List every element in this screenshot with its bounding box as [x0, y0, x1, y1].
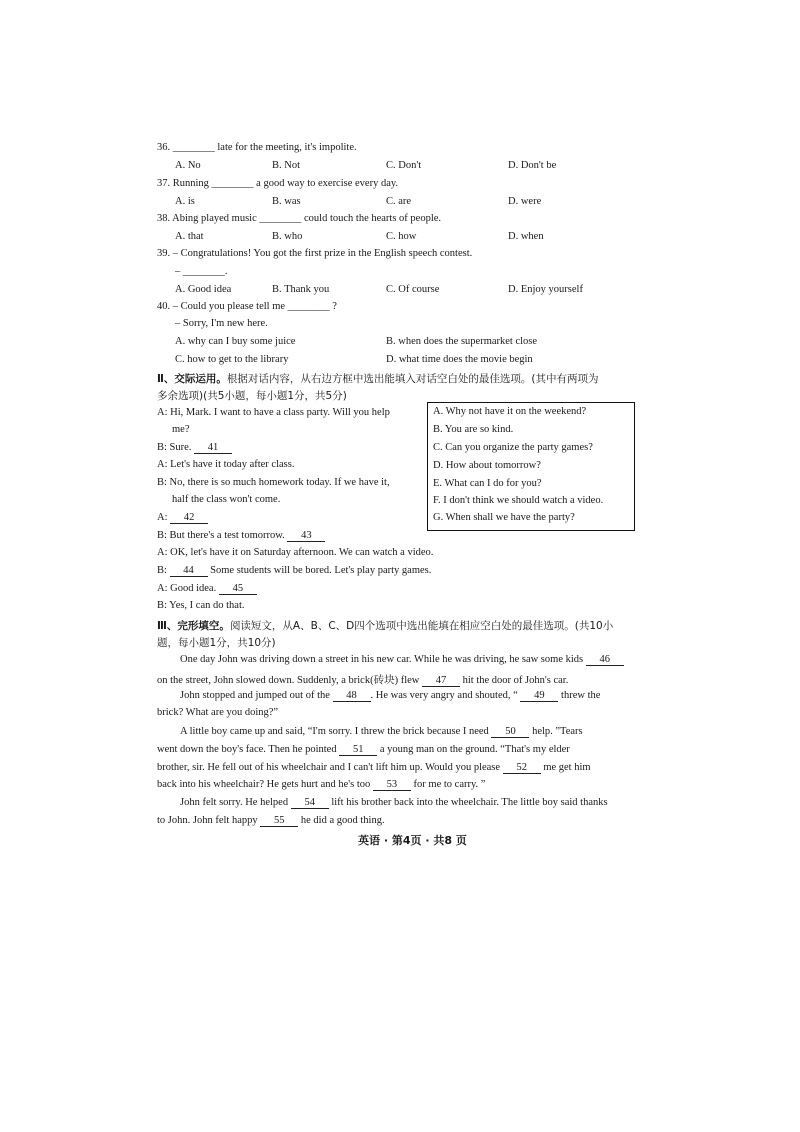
- passage-line: on the street, John slowed down. Suddenly, a brick(砖块) flew 47 hit the door of John's car.: [157, 675, 569, 686]
- passage-line: back into his wheelchair? He gets hurt and he's too 53 for me to carry. ”: [157, 779, 486, 790]
- q38-option-c: C. how: [386, 231, 417, 242]
- question-38: 38. Abing played music ________ could touch the hearts of people.: [157, 213, 442, 224]
- page-footer: 英语 · 第4页 · 共8 页: [358, 834, 467, 847]
- choice-f: F. I don't think we should watch a video.: [433, 495, 604, 506]
- blank-44: 44: [170, 565, 208, 577]
- q39-option-a: A. Good idea: [175, 284, 232, 295]
- passage-line: to John. John felt happy 55 he did a good thing.: [157, 815, 385, 826]
- passage-line: One day John was driving down a street in his new car. While he was driving, he saw some kids 46: [180, 654, 624, 666]
- section-2-heading: Ⅱ、交际运用。: [157, 373, 227, 385]
- q38-option-d: D. when: [508, 231, 544, 242]
- blank-48: 48: [333, 690, 371, 702]
- q40-option-b: B. when does the supermarket close: [386, 336, 538, 347]
- q36-option-c: C. Don't: [386, 160, 422, 171]
- blank-42: 42: [170, 512, 208, 524]
- blank-50: 50: [491, 726, 529, 738]
- passage-line: brick? What are you doing?”: [157, 707, 279, 718]
- section-2-instructions: Ⅱ、交际运用。根据对话内容，从右边方框中选出能填入对话空白处的最佳选项。(其中有两项为: [157, 373, 599, 385]
- blank-54: 54: [291, 797, 329, 809]
- blank-55: 55: [260, 815, 298, 827]
- dialogue-line: A: OK, let's have it on Saturday afternoon. We can watch a video.: [157, 547, 434, 558]
- blank-41: 41: [194, 442, 232, 454]
- q39-option-c: C. Of course: [386, 284, 440, 295]
- question-39-reply: – ________.: [175, 266, 228, 277]
- blank-51: 51: [339, 744, 377, 756]
- q39-option-d: D. Enjoy yourself: [508, 284, 583, 295]
- blank-43: 43: [287, 530, 325, 542]
- passage-line: John stopped and jumped out of the 48 . He was very angry and shouted, “ 49 threw the: [180, 690, 601, 701]
- question-39: 39. – Congratulations! You got the first prize in the English speech contest.: [157, 248, 473, 259]
- blank-53: 53: [373, 779, 411, 791]
- blank-52: 52: [503, 762, 541, 774]
- q37-option-c: C. are: [386, 196, 412, 207]
- q40-option-a: A. why can I buy some juice: [175, 336, 296, 347]
- q40-option-d: D. what time does the movie begin: [386, 354, 533, 365]
- passage-line: A little boy came up and said, “I'm sorry. I threw the brick because I need 50 help. ”Tears: [180, 726, 583, 737]
- choice-b: B. You are so kind.: [433, 424, 514, 435]
- section-3-heading: Ⅲ、完形填空。: [157, 620, 230, 632]
- section-2-instructions-cont: 多余选项)(共5小题，每小题1分，共5分): [157, 390, 347, 402]
- section-3-instructions-cont: 题，每小题1分，共10分): [157, 637, 276, 649]
- choice-a: A. Why not have it on the weekend?: [433, 406, 587, 417]
- question-37: 37. Running ________ a good way to exercise every day.: [157, 178, 399, 189]
- question-40-reply: – Sorry, I'm new here.: [175, 318, 268, 329]
- passage-line: brother, sir. He fell out of his wheelchair and I can't lift him up. Would you please 52 me get him: [157, 762, 591, 773]
- q37-option-a: A. is: [175, 196, 195, 207]
- choice-e: E. What can I do for you?: [433, 478, 542, 489]
- dialogue-line: me?: [172, 424, 190, 435]
- passage-line: John felt sorry. He helped 54 lift his brother back into the wheelchair. The little boy said thanks: [180, 797, 608, 808]
- blank-49: 49: [520, 690, 558, 702]
- q36-option-d: D. Don't be: [508, 160, 557, 171]
- dialogue-line: A: Good idea. 45: [157, 583, 257, 595]
- blank-47: 47: [422, 675, 460, 687]
- q38-option-b: B. who: [272, 231, 303, 242]
- question-40: 40. – Could you please tell me ________ ?: [157, 301, 337, 312]
- blank-45: 45: [219, 583, 257, 595]
- dialogue-line: B: 44 Some students will be bored. Let's play party games.: [157, 565, 432, 576]
- q40-option-c: C. how to get to the library: [175, 354, 289, 365]
- choice-box: [427, 402, 635, 531]
- q37-option-b: B. was: [272, 196, 301, 207]
- dialogue-line: B: Sure. 41: [157, 442, 232, 454]
- blank-46: 46: [586, 654, 624, 666]
- question-36: 36. ________ late for the meeting, it's impolite.: [157, 142, 357, 153]
- dialogue-line: A: Let's have it today after class.: [157, 459, 295, 470]
- dialogue-line: half the class won't come.: [172, 494, 281, 505]
- section-3-instructions: Ⅲ、完形填空。阅读短文，从A、B、C、D四个选项中选出能填在相应空白处的最佳选项。(共10小: [157, 620, 614, 632]
- dialogue-line: A: Hi, Mark. I want to have a class party. Will you help: [157, 407, 390, 418]
- choice-g: G. When shall we have the party?: [433, 512, 575, 523]
- q39-option-b: B. Thank you: [272, 284, 330, 295]
- q38-option-a: A. that: [175, 231, 204, 242]
- q36-option-a: A. No: [175, 160, 201, 171]
- dialogue-line: B: But there's a test tomorrow. 43: [157, 530, 325, 542]
- choice-d: D. How about tomorrow?: [433, 460, 541, 471]
- dialogue-line: A: 42: [157, 512, 208, 524]
- q36-option-b: B. Not: [272, 160, 301, 171]
- passage-line: went down the boy's face. Then he pointed 51 a young man on the ground. “That's my elder: [157, 744, 570, 755]
- dialogue-line: B: No, there is so much homework today. If we have it,: [157, 477, 390, 488]
- dialogue-line: B: Yes, I can do that.: [157, 600, 245, 611]
- q37-option-d: D. were: [508, 196, 542, 207]
- choice-c: C. Can you organize the party games?: [433, 442, 593, 453]
